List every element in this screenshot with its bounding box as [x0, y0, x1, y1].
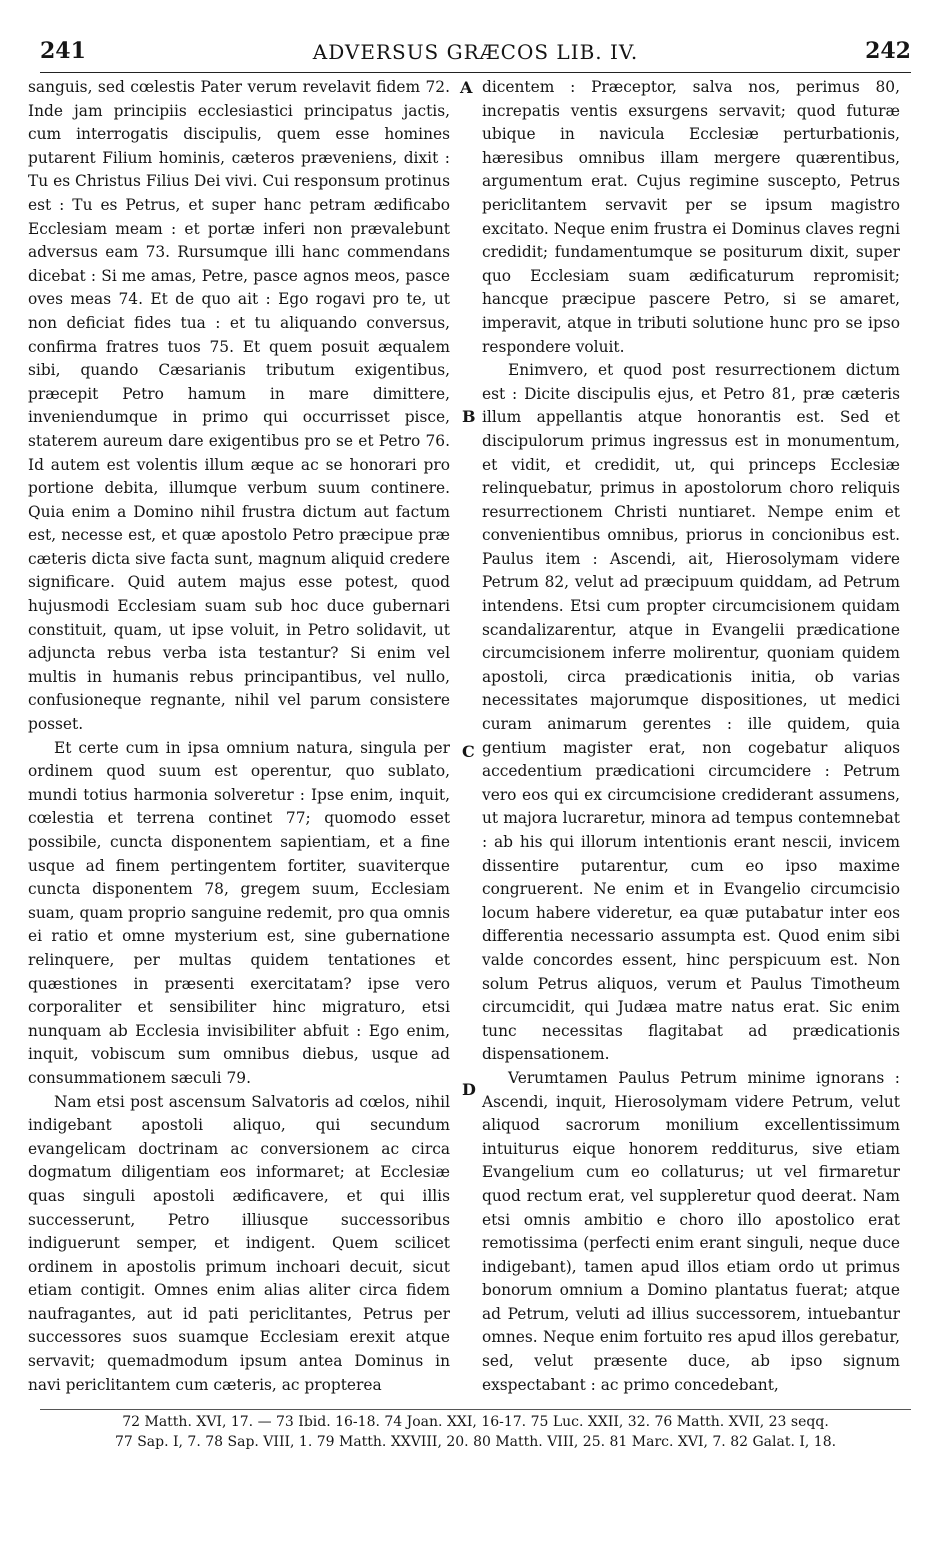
margin-letter-a: A [460, 78, 473, 97]
footnotes [40, 1409, 911, 1452]
running-title: ADVERSUS GRÆCOS LIB. IV. [312, 40, 639, 64]
margin-letter-b: B [462, 407, 476, 426]
page-number-right: 242 [865, 38, 911, 64]
left-paragraph: Et certe cum in ipsa omnium natura, singula per ordinem quod suum est operentur, quo sublato, mundi totius harmonia solveretur : Ipse enim, inquit, cœlestia et terrena continet 77; quomodo esset possibile, cuncta disponentem sapientiam, et a fine usque ad finem pertingentem fortiter, suaviterque cuncta disponentem 78, gregem suum, Ecclesiam suam, quam proprio sanguine redemit, pro qua omnis ei ratio et omne mysterium est, sine gubernatione relinquere, per multas quidem tentationes et quæstiones in præsenti exercitatam? ipse vero corporaliter et sensibiliter hinc migraturo, etsi nunquam ab Ecclesia invisibiliter abfuit : Ego enim, inquit, vobiscum sum omnibus diebus, usque ad consummationem sæculi 79. [28, 738, 450, 1087]
footnote-line: 77 Sap. I, 7. 78 Sap. VIII, 1. 79 Matth. XXVIII, 20. 80 Matth. VIII, 25. 81 Marc. XVI, 7. 82 Galat. I, 18. [114, 1434, 837, 1450]
footnote-line: 72 Matth. XVI, 17. — 73 Ibid. 16-18. 74 Joan. XXI, 16-17. 75 Luc. XXII, 32. 76 Matth. XVII, 23 seqq. [122, 1414, 829, 1430]
margin-letter-d: D [462, 1080, 476, 1099]
right-column [482, 76, 900, 1397]
right-paragraph: Verumtamen Paulus Petrum minime ignorans : Ascendi, inquit, Hierosolymam videre Petrum, velut aliquod sacrorum monilium excellentissimum intuiturus eique honorem redditurus, sive etiam Evangelium cum eo collaturus; ut vel firmaretur quod rectum erat, vel suppleretur quod deerat. Nam etsi omnis ambitio e choro illo apostolico erat remotissima (perfecti enim erant singuli, neque duce indigebant), tamen apud illos etiam ordo ut primus bonorum omnium a Domino plantatus fuerat; atque ad Petrum, veluti ad illius successorem, intuebantur omnes. Neque enim fortuito res apud illos gerebatur, sed, velut præsente duce, ab ipso signum exspectabant : ac primo concedebant, [482, 1068, 900, 1394]
margin-letter-c: C [462, 742, 475, 761]
right-paragraph: Enimvero, et quod post resurrectionem dictum est : Dicite discipulis ejus, et Petro 81, præ cæteris illum appellantis atque honorantis est. Sed et discipulorum primus ingressus est in monumentum, et vidit, et credidit, ut, qui princeps Ecclesiæ relinquebatur, primus in apostolorum choro reliquis resurrectionem Christi nuntiaret. Nempe enim et convenientibus omnibus, priorus in concionibus est. Paulus item : Ascendi, ait, Hierosolymam videre Petrum 82, velut ad præcipuum quiddam, ad Petrum intendens. Etsi cum propter circumcisionem quidam scandalizarentur, atque in Evangelii prædicatione circumcisionem inferre molirentur, quoniam quidem apostoli, circa prædicationis initia, ob varias necessitates majorumque dispositiones, ut medici curam animarum gerentes : ille quidem, quia gentium magister erat, non cogebatur aliquos accedentium prædicationi circumcidere : Petrum vero eos qui ex circumcisione crediderant assumens, ut majora lucraretur, minora ad tempus contemnebat : ab his qui illorum intentionis erant nescii, invicem dissentire putarentur, cum eo ipso maxime congruerent. Ne enim et in Evangelio circumcisio locum habere videretur, ea quæ putabatur inter eos differentia necessario assumpta est. Quod enim sibi valde concordes essent, hinc perspicuum est. Non solum Petrus aliquos, verum et Paulus Timotheum circumcidit, qui Judæa matre natus erat. Sic enim tunc necessitas flagitabat ad prædicationis dispensationem. [482, 361, 900, 1064]
left-paragraph: Nam etsi post ascensum Salvatoris ad cœlos, nihil indigebant apostoli aliquo, qui secundum evangelicam doctrinam ac conversionem ac circa dogmatum diligentiam eos informaret; at Ecclesiæ quas singuli apostoli ædificavere, et qui illis successerunt, Petro illiusque successoribus indiguerunt semper, et indigent. Quem scilicet ordinem in apostolis primum inchoari decuit, sicut etiam contigit. Omnes enim alias aliter circa fidem naufragantes, aut id pati periclitantes, Petrus per successores suos suamque Ecclesiam erexit atque servavit; quemadmodum ipsum antea Dominus in navi periclitantem cum cæteris, ac propterea [28, 1092, 450, 1394]
running-header [40, 38, 911, 73]
page-number-left: 241 [40, 38, 86, 64]
right-paragraph: dicentem : Præceptor, salva nos, perimus 80, increpatis ventis exsurgens servavit; quod futuræ ubique in navicula Ecclesiæ perturbationis, hæresibus omnibus illam mergere quærentibus, argumentum erat. Cujus regimine suscepto, Petrus periclitantem servavit per se ipsum magistro excitato. Neque enim frustra ei Dominus claves regni credidit; fundamentumque se positurum dixit, super quo Ecclesiam suam ædificaturum repromisit; hancque præcipue pascere Petro, si se amaret, imperavit, atque in tributi solutione hunc pro se ipso respondere voluit. [482, 78, 900, 356]
left-column [28, 76, 450, 1397]
left-paragraph: sanguis, sed cœlestis Pater verum revelavit fidem 72. Inde jam principiis ecclesiastici principatus jactis, cum interrogatis discipulis, quem esse homines putarent Filium hominis, cæteros præveniens, dixit : Tu es Christus Filius Dei vivi. Cui responsum protinus est : Tu es Petrus, et super hanc petram ædificabo Ecclesiam meam : et portæ inferi non prævalebunt adversus eam 73. Rursumque illi hanc commendans dicebat : Si me amas, Petre, pasce agnos meos, pasce oves meas 74. Et de quo ait : Ego rogavi pro te, ut non deficiat fides tua : et tu aliquando conversus, confirma fratres tuos 75. Et quem posuit æqualem sibi, quando Cæsarianis tributum exigentibus, præcepit Petro hamum in mare dimittere, inveniendumque in primo qui occurrisset pisce, staterem aureum dare exigentibus pro se et Petro 76. Id autem est volentis illum æque ac se honorari pro portione debita, illumque verbum suum continere. Quia enim a Domino nihil frustra dictum aut factum est, necesse est, et quæ apostolo Petro præcipue præ cæteris dicta sive facta sunt, magnum aliquid credere significare. Quid autem majus esse potest, quod hujusmodi Ecclesiam suam sub hoc duce gubernari constituit, quam, ut ipse voluit, in Petro solidavit, ut adjuncta rebus verba ista testantur? Si enim vel multis in humanis rebus principantibus, vel nullo, confusioneque regnante, nihil vel parum consistere posset. [28, 78, 450, 734]
